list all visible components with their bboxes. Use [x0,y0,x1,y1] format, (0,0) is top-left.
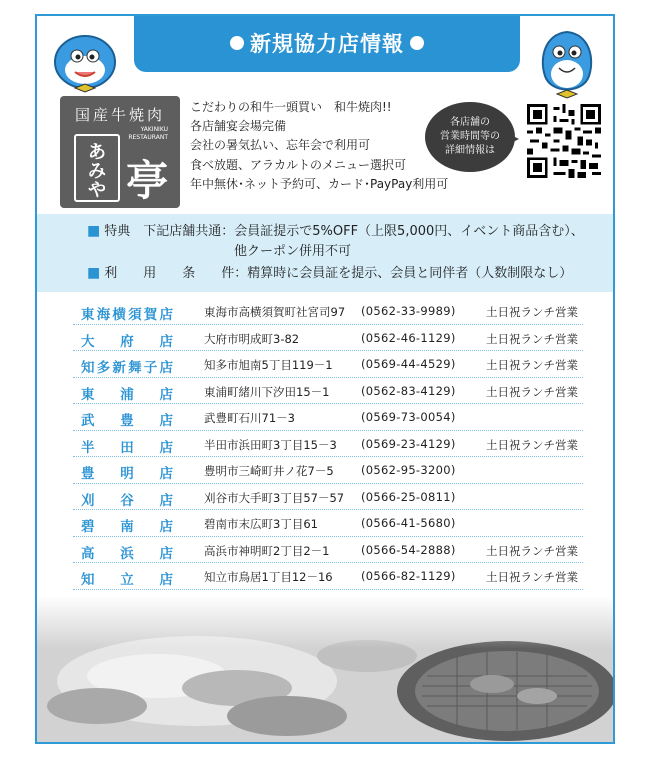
logo-name-box [74,134,120,202]
shop-tel: (0562-95-3200) [361,463,456,477]
mascot-left-icon [45,26,125,96]
shop-address: 武豊町石川71－3 [204,411,295,425]
shop-row [73,563,583,590]
shop-note: 土日祝ランチ営業 [486,305,578,319]
info-bubble [425,102,515,172]
bullet-dot-icon [230,36,244,50]
shop-name: 武豊店 [81,413,173,429]
shop-note: 土日祝ランチ営業 [486,331,578,346]
shop-name: 知立店 [81,572,173,588]
shop-name: 半田店 [81,439,173,456]
benefit-text: 特典 下記店舗共通：会員証提示で5%OFF（上限5,000円、イベント商品含む）、 [104,224,584,239]
shop-address: 半田市浜田町3丁目15－3 [204,437,337,452]
benefit-box [37,214,613,292]
shop-name: 知多新舞子店 [81,360,173,376]
banner-title [134,28,520,58]
shop-tel: (0562-46-1129) [361,330,456,345]
shop-row [73,457,583,484]
logo-char-mi: み [88,161,106,182]
benefit-row-discount [87,220,584,239]
shop-row [73,510,583,537]
shop-address: 高浜市神明町2丁目2－1 [204,543,330,558]
coupon-card [35,14,615,744]
shop-note: 土日祝ランチ営業 [486,358,578,372]
bubble-line: 各店舗の [450,117,490,128]
bubble-tail [507,133,519,145]
shop-row [73,431,583,458]
intro-line: 年中無休･ネット予約可、カード･PayPay利用可 [190,176,449,191]
shop-address: 大府市明成町3-82 [204,331,300,346]
shop-name: 大府店 [81,333,173,350]
intro-line: こだわりの和牛一頭買い 和牛焼肉!! [190,100,392,114]
shop-row [73,298,583,325]
mascot-right-icon [531,28,603,104]
logo-sub-text: YAKINIKU RESTAURANT [128,126,168,141]
shop-address: 刈谷市大手町3丁目57－57 [204,490,345,505]
shop-address: 豊明市三崎町井ノ花7－5 [204,464,334,478]
shop-row [73,404,583,431]
benefit-text: 他クーポン併用不可 [234,244,352,259]
shop-tel: (0569-23-4129) [361,436,456,451]
restaurant-logo [60,96,180,208]
shop-address: 碧南市末広町3丁目61 [204,517,318,531]
shop-note: 土日祝ランチ営業 [486,384,578,399]
shop-row [73,351,583,378]
shop-tel: (0566-82-1129) [361,569,456,583]
benefit-row-note [234,240,351,259]
shop-row [73,537,583,564]
shop-list [73,298,583,616]
shop-row [73,378,583,405]
shop-tel: (0562-83-4129) [361,383,456,398]
bubble-line: 詳細情報は [445,145,495,156]
intro-line: 食べ放題、アラカルトのメニュー選択可 [190,157,407,172]
shop-tel: (0569-44-4529) [361,357,456,371]
square-bullet-icon: ■ [87,265,101,281]
title-banner [134,16,520,72]
shop-note: 土日祝ランチ営業 [486,570,578,584]
shop-name: 東浦店 [81,386,173,403]
shop-row [73,484,583,511]
shop-name: 豊明店 [81,466,173,482]
shop-tel: (0566-41-5680) [361,516,456,530]
yakiniku-photo [37,596,613,744]
shop-tel: (0569-73-0054) [361,410,456,424]
shop-name: 東海横須賀店 [81,307,173,323]
intro-text [190,98,448,194]
shop-note: 土日祝ランチ営業 [486,543,578,558]
shop-name: 刈谷店 [81,492,173,509]
shop-name: 高浜店 [81,545,173,562]
shop-address: 知多市旭南5丁目119－1 [204,358,333,372]
qr-code-icon[interactable] [527,104,601,178]
shop-address: 知立市鳥居1丁目12－16 [204,570,333,584]
logo-char-ya: や [88,180,106,201]
logo-top-text: 国産牛焼肉 [74,106,165,124]
logo-tei-char: 亭 [125,156,168,205]
shop-tel: (0566-54-2888) [361,542,456,557]
benefit-row-condition [87,262,572,281]
benefit-text: 利 用 条 件：精算時に会員証を提示、会員と同伴者（人数制限なし） [104,266,573,281]
shop-row [73,325,583,352]
banner-title-text: 新規協力店情報 [250,32,404,56]
shop-note: 土日祝ランチ営業 [486,437,578,452]
bubble-line: 営業時間等の [440,131,500,142]
intro-line: 各店舗宴会場完備 [190,119,287,134]
shop-name: 碧南店 [81,519,173,535]
square-bullet-icon: ■ [87,223,101,239]
logo-char-a: あ [88,142,106,163]
shop-tel: (0562-33-9989) [361,304,456,318]
bullet-dot-icon [410,36,424,50]
shop-address: 東浦町緒川下汐田15－1 [204,384,330,399]
shop-address: 東海市高横須賀町社宮司97 [204,305,346,319]
intro-line: 会社の暑気払い、忘年会で利用可 [190,138,371,153]
shop-tel: (0566-25-0811) [361,489,456,504]
